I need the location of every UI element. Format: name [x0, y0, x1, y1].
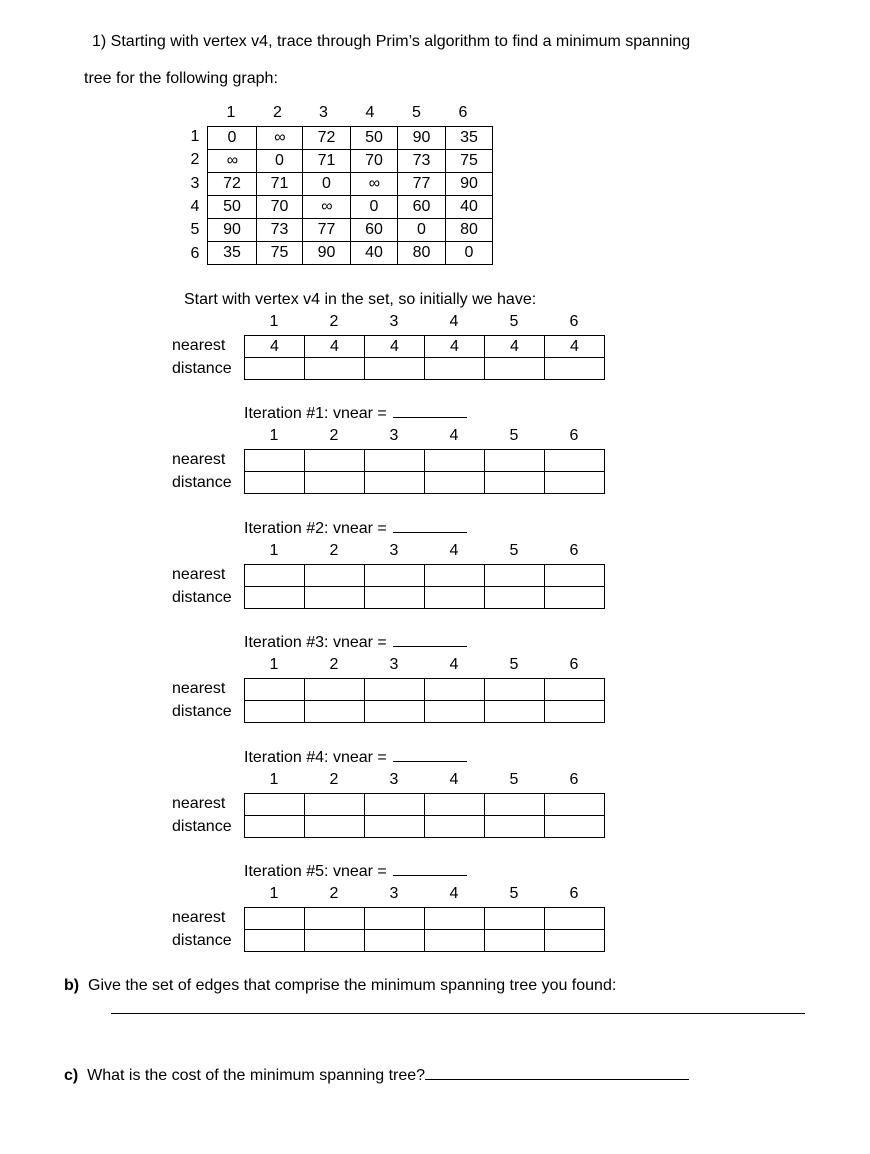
nearest-cell[interactable]: 4: [485, 336, 545, 358]
matrix-col-header: 1: [226, 104, 236, 121]
matrix-row: [208, 150, 493, 173]
column-header: 6: [569, 656, 579, 673]
distance-label: distance: [172, 818, 232, 835]
part-c-question: [64, 1067, 689, 1085]
distance-cell[interactable]: [425, 587, 485, 609]
distance-cell[interactable]: [485, 587, 545, 609]
nearest-cell[interactable]: [545, 794, 605, 816]
column-header: 2: [329, 656, 339, 673]
matrix-cell: 60: [398, 196, 446, 219]
column-header: 2: [329, 542, 339, 559]
column-header: 1: [269, 885, 279, 902]
matrix-cell: ∞: [351, 173, 398, 196]
nearest-cell[interactable]: [365, 565, 425, 587]
nearest-cell[interactable]: [485, 450, 545, 472]
nearest-cell[interactable]: [245, 679, 305, 701]
column-header: 4: [449, 771, 459, 788]
part-b-text: Give the set of edges that comprise the minimum spanning tree you found:: [88, 977, 617, 994]
distance-cell[interactable]: [425, 472, 485, 494]
distance-cell[interactable]: [425, 358, 485, 380]
part-c-answer-line[interactable]: [425, 1079, 689, 1080]
matrix-cell: 0: [208, 127, 257, 150]
nearest-cell[interactable]: [545, 450, 605, 472]
matrix-cell: 60: [351, 219, 398, 242]
column-header: 2: [329, 771, 339, 788]
nearest-cell[interactable]: [365, 679, 425, 701]
column-header: 4: [449, 427, 459, 444]
column-header: 5: [509, 542, 519, 559]
column-header: 4: [449, 885, 459, 902]
distance-cell[interactable]: [485, 358, 545, 380]
matrix-cell: 0: [303, 173, 351, 196]
distance-label: distance: [172, 360, 232, 377]
column-header: 1: [269, 656, 279, 673]
nearest-cell[interactable]: [425, 679, 485, 701]
nearest-cell[interactable]: [485, 679, 545, 701]
nearest-cell[interactable]: [305, 450, 365, 472]
nearest-row: [245, 336, 605, 358]
vnear-answer-line[interactable]: [393, 761, 467, 762]
distance-cell[interactable]: [245, 358, 305, 380]
nearest-cell[interactable]: [305, 679, 365, 701]
matrix-cell: 71: [257, 173, 303, 196]
column-header: 5: [509, 427, 519, 444]
column-header: 1: [269, 542, 279, 559]
vnear-answer-line[interactable]: [393, 417, 467, 418]
nearest-label: nearest: [172, 337, 226, 354]
iteration-title-text: Iteration #3: vnear =: [244, 634, 387, 651]
nearest-label: nearest: [172, 909, 226, 926]
part-b-label: b): [64, 977, 80, 994]
nearest-cell[interactable]: [545, 679, 605, 701]
nearest-cell[interactable]: [245, 450, 305, 472]
iteration-title-text: Iteration #5: vnear =: [244, 863, 387, 880]
column-header: 3: [389, 771, 399, 788]
part-c-label: c): [64, 1067, 79, 1084]
column-header: 4: [449, 313, 459, 330]
distance-cell[interactable]: [365, 358, 425, 380]
distance-cell[interactable]: [305, 587, 365, 609]
nearest-cell[interactable]: [305, 908, 365, 930]
iteration-title-text: Iteration #2: vnear =: [244, 520, 387, 537]
column-header: 6: [569, 771, 579, 788]
column-header: 3: [389, 656, 399, 673]
distance-cell[interactable]: [425, 701, 485, 723]
matrix-cell: ∞: [208, 150, 257, 173]
nearest-cell[interactable]: [425, 794, 485, 816]
column-header: 4: [449, 656, 459, 673]
distance-cell[interactable]: [545, 701, 605, 723]
distance-cell[interactable]: [425, 930, 485, 952]
matrix-row-header: 1: [190, 128, 200, 145]
column-header: 3: [389, 542, 399, 559]
column-header: 2: [329, 313, 339, 330]
nearest-cell[interactable]: [365, 794, 425, 816]
distance-cell[interactable]: [545, 930, 605, 952]
distance-cell[interactable]: [425, 816, 485, 838]
distance-cell[interactable]: [545, 358, 605, 380]
nearest-row: [245, 908, 605, 930]
nearest-cell[interactable]: [305, 794, 365, 816]
distance-cell[interactable]: [245, 930, 305, 952]
distance-cell[interactable]: [245, 701, 305, 723]
nearest-label: nearest: [172, 566, 226, 583]
distance-row: [245, 358, 605, 380]
part-b-question: [64, 977, 616, 995]
adjacency-table: [207, 126, 493, 265]
distance-row: [245, 930, 605, 952]
distance-cell[interactable]: [365, 587, 425, 609]
nearest-cell[interactable]: [425, 565, 485, 587]
matrix-col-header: 6: [458, 104, 468, 121]
distance-cell[interactable]: [245, 816, 305, 838]
nearest-cell[interactable]: [305, 565, 365, 587]
distance-cell[interactable]: [485, 472, 545, 494]
distance-cell[interactable]: [365, 472, 425, 494]
matrix-cell: 80: [446, 219, 493, 242]
matrix-cell: 50: [208, 196, 257, 219]
column-header: 1: [269, 771, 279, 788]
column-header: 1: [269, 313, 279, 330]
distance-cell[interactable]: [545, 816, 605, 838]
nearest-cell[interactable]: [365, 908, 425, 930]
nearest-label: nearest: [172, 451, 226, 468]
column-header: 6: [569, 427, 579, 444]
matrix-cell: 80: [398, 242, 446, 265]
matrix-cell: 70: [351, 150, 398, 173]
distance-cell[interactable]: [485, 701, 545, 723]
matrix-row-header: 2: [190, 151, 200, 169]
trace-table: [244, 793, 605, 838]
matrix-row: [208, 127, 493, 150]
iteration-title: [244, 863, 467, 881]
distance-cell[interactable]: [545, 587, 605, 609]
matrix-cell: 0: [446, 242, 493, 265]
matrix-cell: 90: [303, 242, 351, 265]
iteration-title: [244, 634, 467, 652]
nearest-row: [245, 565, 605, 587]
nearest-cell[interactable]: [425, 450, 485, 472]
matrix-row: [208, 173, 493, 196]
matrix-cell: 77: [303, 219, 351, 242]
nearest-row: [245, 794, 605, 816]
column-header: 3: [389, 313, 399, 330]
vnear-answer-line[interactable]: [393, 532, 467, 533]
nearest-cell[interactable]: [485, 908, 545, 930]
nearest-cell[interactable]: [245, 794, 305, 816]
matrix-row: [208, 242, 493, 265]
nearest-label: nearest: [172, 680, 226, 697]
nearest-cell[interactable]: [545, 565, 605, 587]
matrix-cell: 71: [303, 150, 351, 173]
nearest-cell[interactable]: 4: [245, 336, 305, 358]
iteration-title-text: Iteration #4: vnear =: [244, 749, 387, 766]
nearest-cell[interactable]: [485, 565, 545, 587]
column-header: 6: [569, 542, 579, 559]
part-c-text: What is the cost of the minimum spanning tree?: [87, 1067, 426, 1084]
distance-label: distance: [172, 474, 232, 491]
matrix-cell: 77: [398, 173, 446, 196]
matrix-cell: 40: [446, 196, 493, 219]
nearest-label: nearest: [172, 795, 226, 812]
matrix-col-header: 5: [412, 104, 421, 121]
column-header: 5: [509, 885, 519, 902]
column-header: 2: [329, 427, 339, 444]
matrix-row-header: 4: [190, 197, 200, 215]
matrix-cell: 0: [398, 219, 446, 242]
part-b-answer-line[interactable]: [111, 1013, 805, 1014]
column-header: 2: [329, 885, 339, 902]
distance-cell[interactable]: [485, 816, 545, 838]
distance-cell[interactable]: [305, 472, 365, 494]
matrix-cell: 75: [257, 242, 303, 265]
distance-cell[interactable]: [365, 701, 425, 723]
matrix-cell: 0: [257, 150, 303, 173]
matrix-cell: ∞: [257, 127, 303, 150]
distance-cell[interactable]: [305, 930, 365, 952]
iteration-title: [244, 405, 467, 423]
matrix-row-header: 3: [190, 174, 200, 192]
matrix-cell: 35: [208, 242, 257, 265]
matrix-row-header: 6: [190, 244, 200, 262]
matrix-cell: 72: [303, 127, 351, 150]
column-header: 5: [509, 313, 519, 330]
matrix-col-header: 3: [319, 104, 328, 121]
trace-table: [244, 335, 605, 380]
column-header: 6: [569, 885, 579, 902]
distance-cell[interactable]: [305, 701, 365, 723]
distance-cell[interactable]: [245, 472, 305, 494]
nearest-cell[interactable]: 4: [305, 336, 365, 358]
nearest-cell[interactable]: 4: [545, 336, 605, 358]
distance-row: [245, 816, 605, 838]
column-header: 1: [269, 427, 279, 444]
column-header: 5: [509, 771, 519, 788]
initial-intro: Start with vertex v4 in the set, so initially we have:: [184, 291, 537, 308]
matrix-cell: 72: [208, 173, 257, 196]
matrix-cell: 90: [446, 173, 493, 196]
nearest-cell[interactable]: [485, 794, 545, 816]
matrix-cell: 90: [398, 127, 446, 150]
trace-table: [244, 564, 605, 609]
matrix-cell: 40: [351, 242, 398, 265]
matrix-cell: 70: [257, 196, 303, 219]
matrix-cell: 35: [446, 127, 493, 150]
distance-cell[interactable]: [365, 930, 425, 952]
matrix-cell: ∞: [303, 196, 351, 219]
iteration-title: [244, 749, 467, 767]
matrix-cell: 90: [208, 219, 257, 242]
nearest-cell[interactable]: [545, 908, 605, 930]
nearest-cell[interactable]: [425, 908, 485, 930]
nearest-cell[interactable]: [245, 565, 305, 587]
distance-label: distance: [172, 932, 232, 949]
column-header: 3: [389, 427, 399, 444]
column-header: 4: [449, 542, 459, 559]
nearest-row: [245, 679, 605, 701]
trace-table: [244, 678, 605, 723]
nearest-row: [245, 450, 605, 472]
matrix-row: [208, 219, 493, 242]
nearest-cell[interactable]: 4: [365, 336, 425, 358]
nearest-cell[interactable]: [245, 908, 305, 930]
column-header: 6: [569, 313, 579, 330]
distance-cell[interactable]: [305, 358, 365, 380]
column-header: 5: [509, 656, 519, 673]
vnear-answer-line[interactable]: [393, 875, 467, 876]
trace-table: [244, 449, 605, 494]
distance-cell[interactable]: [245, 587, 305, 609]
matrix-col-header: 4: [365, 104, 375, 121]
matrix-cell: 73: [257, 219, 303, 242]
matrix-cell: 50: [351, 127, 398, 150]
distance-label: distance: [172, 589, 232, 606]
distance-label: distance: [172, 703, 232, 720]
iteration-title-text: Iteration #1: vnear =: [244, 405, 387, 422]
matrix-col-header: 2: [273, 104, 282, 121]
nearest-cell[interactable]: [365, 450, 425, 472]
matrix-cell: 0: [351, 196, 398, 219]
matrix-cell: 73: [398, 150, 446, 173]
distance-row: [245, 472, 605, 494]
nearest-cell[interactable]: 4: [425, 336, 485, 358]
question-line-2: tree for the following graph:: [84, 70, 278, 87]
distance-cell[interactable]: [305, 816, 365, 838]
iteration-title: [244, 520, 467, 538]
matrix-cell: 75: [446, 150, 493, 173]
matrix-row-header: 5: [190, 221, 200, 239]
column-header: 3: [389, 885, 399, 902]
distance-row: [245, 587, 605, 609]
distance-cell[interactable]: [545, 472, 605, 494]
question-line-1: 1) Starting with vertex v4, trace through Prim’s algorithm to find a minimum spanning: [92, 33, 691, 50]
distance-cell[interactable]: [485, 930, 545, 952]
trace-table: [244, 907, 605, 952]
matrix-row: [208, 196, 493, 219]
distance-cell[interactable]: [365, 816, 425, 838]
distance-row: [245, 701, 605, 723]
vnear-answer-line[interactable]: [393, 646, 467, 647]
